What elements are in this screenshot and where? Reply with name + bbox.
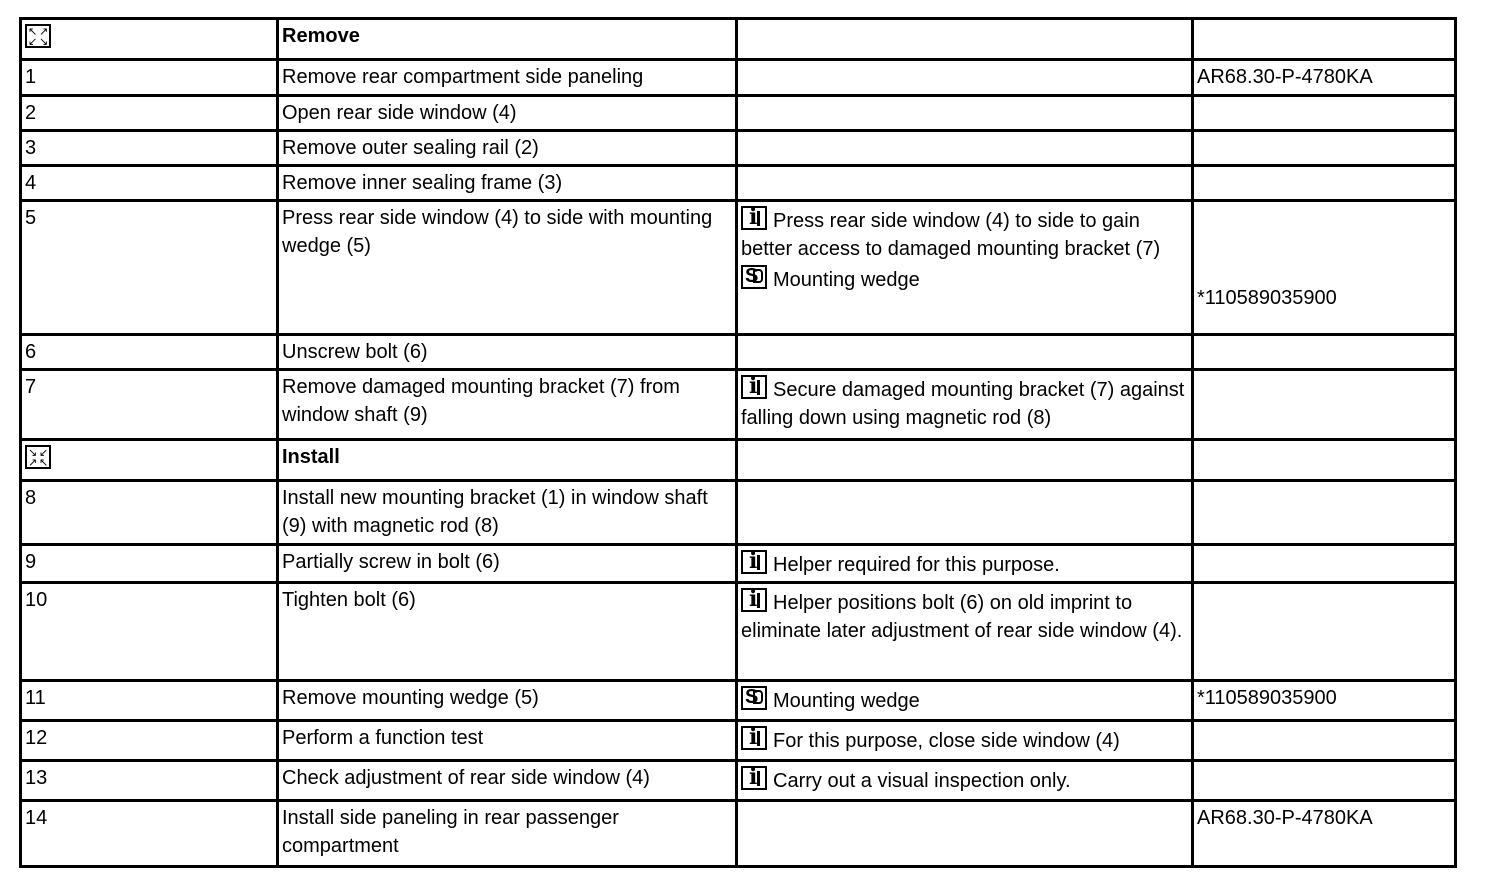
step-number: 9 <box>25 551 37 573</box>
step-number-cell <box>21 370 278 440</box>
step-number-cell <box>21 335 278 370</box>
step-row <box>21 583 1456 681</box>
step-row <box>21 545 1456 583</box>
tool-note <box>741 265 1187 294</box>
step-row <box>21 370 1456 440</box>
special-tool-icon <box>741 686 767 710</box>
notes-cell <box>737 761 1193 801</box>
step-number: 11 <box>25 687 46 709</box>
step-row <box>21 801 1456 867</box>
section-row-install <box>21 440 1456 481</box>
step-number-cell <box>21 583 278 681</box>
notes-cell <box>737 801 1193 867</box>
notes-cell <box>737 370 1193 440</box>
document-reference-link[interactable]: AR68.30-P-4780KA <box>1197 66 1373 88</box>
reference-cell <box>1193 335 1456 370</box>
note-text: Helper required for this purpose. <box>773 554 1060 576</box>
step-number-cell <box>21 60 278 96</box>
action-text: Remove mounting wedge (5) <box>278 681 737 721</box>
step-number: 8 <box>25 487 37 509</box>
action-text: Perform a function test <box>278 721 737 761</box>
step-number: 10 <box>25 589 48 611</box>
info-icon <box>741 726 767 750</box>
step-number-cell <box>21 481 278 545</box>
step-number-cell <box>21 96 278 131</box>
step-number-cell <box>21 801 278 867</box>
notes-cell <box>737 131 1193 166</box>
note-text: Mounting wedge <box>773 690 920 712</box>
step-row <box>21 201 1456 335</box>
reference-cell <box>1193 96 1456 131</box>
info-icon <box>741 550 767 574</box>
reference-cell <box>1193 545 1456 583</box>
action-text: Remove damaged mounting bracket (7) from window shaft (9) <box>278 370 737 440</box>
info-note <box>741 588 1187 645</box>
step-number-cell <box>21 721 278 761</box>
step-number-cell <box>21 19 278 60</box>
section-row-remove <box>21 19 1456 60</box>
step-row <box>21 60 1456 96</box>
reference-cell <box>1193 481 1456 545</box>
reference-cell <box>1193 131 1456 166</box>
note-text: Press rear side window (4) to side to gain better access to damaged mounting bracket (7) <box>741 210 1161 260</box>
expand-arrows-icon: ↖ ↗ ↙ ↘ <box>25 24 51 48</box>
note-text: Mounting wedge <box>773 269 920 291</box>
collapse-arrows-icon: ↘ ↙ ↗ ↖ <box>25 445 51 469</box>
action-text: Press rear side window (4) to side with mounting wedge (5) <box>278 201 737 335</box>
notes-cell <box>737 681 1193 721</box>
step-row <box>21 481 1456 545</box>
info-icon <box>741 375 767 399</box>
reference-cell <box>1193 761 1456 801</box>
step-row <box>21 761 1456 801</box>
step-number-cell <box>21 681 278 721</box>
note-text: Secure damaged mounting bracket (7) against falling down using magnetic rod (8) <box>741 379 1185 429</box>
reference-cell <box>1193 166 1456 201</box>
step-number-cell <box>21 166 278 201</box>
info-note <box>741 766 1187 795</box>
tool-note <box>741 686 1187 715</box>
note-text: Carry out a visual inspection only. <box>773 770 1071 792</box>
note-text: For this purpose, close side window (4) <box>773 730 1120 752</box>
step-number: 12 <box>25 727 48 749</box>
action-text: Remove rear compartment side paneling <box>278 60 737 96</box>
notes-cell <box>737 335 1193 370</box>
action-text: Install side paneling in rear passenger compartment <box>278 801 737 867</box>
action-text: Install new mounting bracket (1) in window shaft (9) with magnetic rod (8) <box>278 481 737 545</box>
action-text: Tighten bolt (6) <box>278 583 737 681</box>
notes-cell <box>737 440 1193 481</box>
action-text: Open rear side window (4) <box>278 96 737 131</box>
info-note <box>741 726 1187 755</box>
tool-part-number: *110589035900 <box>1197 687 1337 709</box>
step-number: 3 <box>25 137 37 159</box>
notes-cell <box>737 583 1193 681</box>
special-tool-icon <box>741 265 767 289</box>
step-number-cell <box>21 131 278 166</box>
notes-cell <box>737 19 1193 60</box>
info-note <box>741 550 1187 579</box>
procedure-table <box>19 17 1457 868</box>
step-row <box>21 131 1456 166</box>
document-reference-link[interactable]: AR68.30-P-4780KA <box>1197 807 1373 829</box>
step-row <box>21 721 1456 761</box>
notes-cell <box>737 166 1193 201</box>
step-number: 14 <box>25 807 48 829</box>
action-text: Remove inner sealing frame (3) <box>278 166 737 201</box>
info-note <box>741 206 1187 263</box>
info-icon <box>741 206 767 230</box>
info-icon <box>741 766 767 790</box>
reference-cell <box>1193 60 1456 96</box>
step-number: 2 <box>25 102 37 124</box>
step-row <box>21 335 1456 370</box>
info-note <box>741 375 1187 432</box>
step-row <box>21 166 1456 201</box>
action-text: Partially screw in bolt (6) <box>278 545 737 583</box>
step-row <box>21 681 1456 721</box>
step-number: 6 <box>25 341 37 363</box>
notes-cell <box>737 481 1193 545</box>
section-title: Remove <box>278 19 737 60</box>
step-number-cell <box>21 440 278 481</box>
step-number: 1 <box>25 66 37 88</box>
step-number: 13 <box>25 767 48 789</box>
notes-cell <box>737 721 1193 761</box>
step-number: 5 <box>25 207 37 229</box>
step-number-cell <box>21 761 278 801</box>
step-number-cell <box>21 201 278 335</box>
step-number-cell <box>21 545 278 583</box>
reference-cell <box>1193 583 1456 681</box>
notes-cell <box>737 60 1193 96</box>
notes-cell <box>737 201 1193 335</box>
reference-cell <box>1193 801 1456 867</box>
section-title: Install <box>278 440 737 481</box>
note-text: Helper positions bolt (6) on old imprint to eliminate later adjustment of rear side window (4). <box>741 592 1183 642</box>
notes-cell <box>737 545 1193 583</box>
reference-cell <box>1193 370 1456 440</box>
step-number: 4 <box>25 172 37 194</box>
info-icon <box>741 588 767 612</box>
reference-cell <box>1193 19 1456 60</box>
reference-cell <box>1193 681 1456 721</box>
action-text: Remove outer sealing rail (2) <box>278 131 737 166</box>
notes-cell <box>737 96 1193 131</box>
reference-cell <box>1193 440 1456 481</box>
step-number: 7 <box>25 376 37 398</box>
tool-part-number: *110589035900 <box>1197 287 1337 309</box>
reference-cell <box>1193 721 1456 761</box>
action-text: Unscrew bolt (6) <box>278 335 737 370</box>
reference-cell <box>1193 201 1456 335</box>
action-text: Check adjustment of rear side window (4) <box>278 761 737 801</box>
step-row <box>21 96 1456 131</box>
